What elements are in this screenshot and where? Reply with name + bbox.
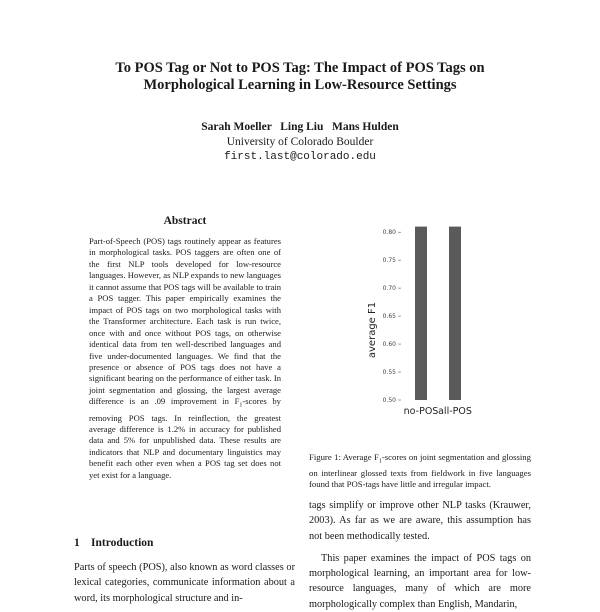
bar-all-pos (449, 227, 461, 400)
x-axis-labels (404, 406, 472, 417)
caption-text: Figure 1: Average $F_1$-scores on joint segmentation and glossing on interlinear glossed texts from fieldwork in five languages found that POS-tags have little and irregular impact. (309, 452, 531, 490)
email-address: first.last@colorado.edu (224, 151, 376, 163)
abstract-text: Part-of-Speech (POS) tags routinely appear as features in morphological tasks. POS taggers are often one of the first NLP tools developed for low-resource languages. However, as NLP expands to new languages it cannot assume that POS tags will be available to train a POS tagger. This paper empirically examines the impact of POS tags on two morphological tasks with the Transformer architecture. Each task is run twice, once with and once without POS tags, on otherwise identical data from ten well-described languages and five under-documented languages. We find that the presence or absence of POS tags does not have a significant bearing on the performance of either task. In joint segmentation and glossing, the largest average difference is an .09 improvement in $F_1$-scores by removing POS tags. In reinflection, the greatest average difference is 1.2% in accuracy for published data and 5% for unpublished data. These results are indicators that NLP and documentary linguistics may benefit each other even when a POS tag set does not yet exist for a language. (89, 236, 281, 480)
title-line-1: To POS Tag or Not to POS Tag: The Impact of POS Tags on (115, 60, 485, 76)
author-list: Sarah Moeller Ling Liu Mans Hulden (201, 121, 399, 133)
section-heading (74, 537, 294, 549)
section-title: Introduction (91, 537, 154, 549)
abstract-heading: Abstract (163, 215, 207, 227)
paper-title (60, 60, 540, 94)
right-column-text (309, 498, 531, 612)
y-tick-label: 0.70 (382, 285, 396, 293)
right-paragraph-1: tags simplify or improve other NLP tasks (Krauwer, 2003). As far as we are aware, this assumption has not been methodically tested. (309, 500, 531, 542)
title-line-2: Morphological Learning in Low-Resource Settings (143, 77, 457, 93)
y-tick-label: 0.60 (382, 341, 396, 349)
section-number: 1 (74, 537, 80, 549)
bars (415, 227, 461, 400)
y-axis-ticks (383, 229, 401, 404)
intro-paragraph: Parts of speech (POS), also known as word classes or lexical categories, communicate information about a word, its morphological structure and in- (74, 562, 295, 604)
y-tick-label: 0.55 (382, 369, 396, 377)
y-tick-label: 0.75 (382, 257, 396, 265)
x-category-label: all-POS (438, 406, 472, 417)
y-axis-label: average F1 (367, 301, 378, 359)
affiliation: University of Colorado Boulder (226, 136, 374, 148)
x-category-label: no-POS (403, 406, 439, 417)
y-tick-label: 0.80 (382, 229, 396, 237)
bar-no-pos (415, 227, 427, 400)
right-paragraph-2: This paper examines the impact of POS tags on morphological learning, an important area for low-resource languages, many of which are more morphologically complex than English, Mandarin, (309, 552, 531, 610)
y-tick-label: 0.65 (382, 313, 396, 321)
y-tick-label: 0.50 (382, 397, 396, 404)
figure-1-chart (360, 215, 485, 420)
figure-caption (309, 452, 531, 490)
